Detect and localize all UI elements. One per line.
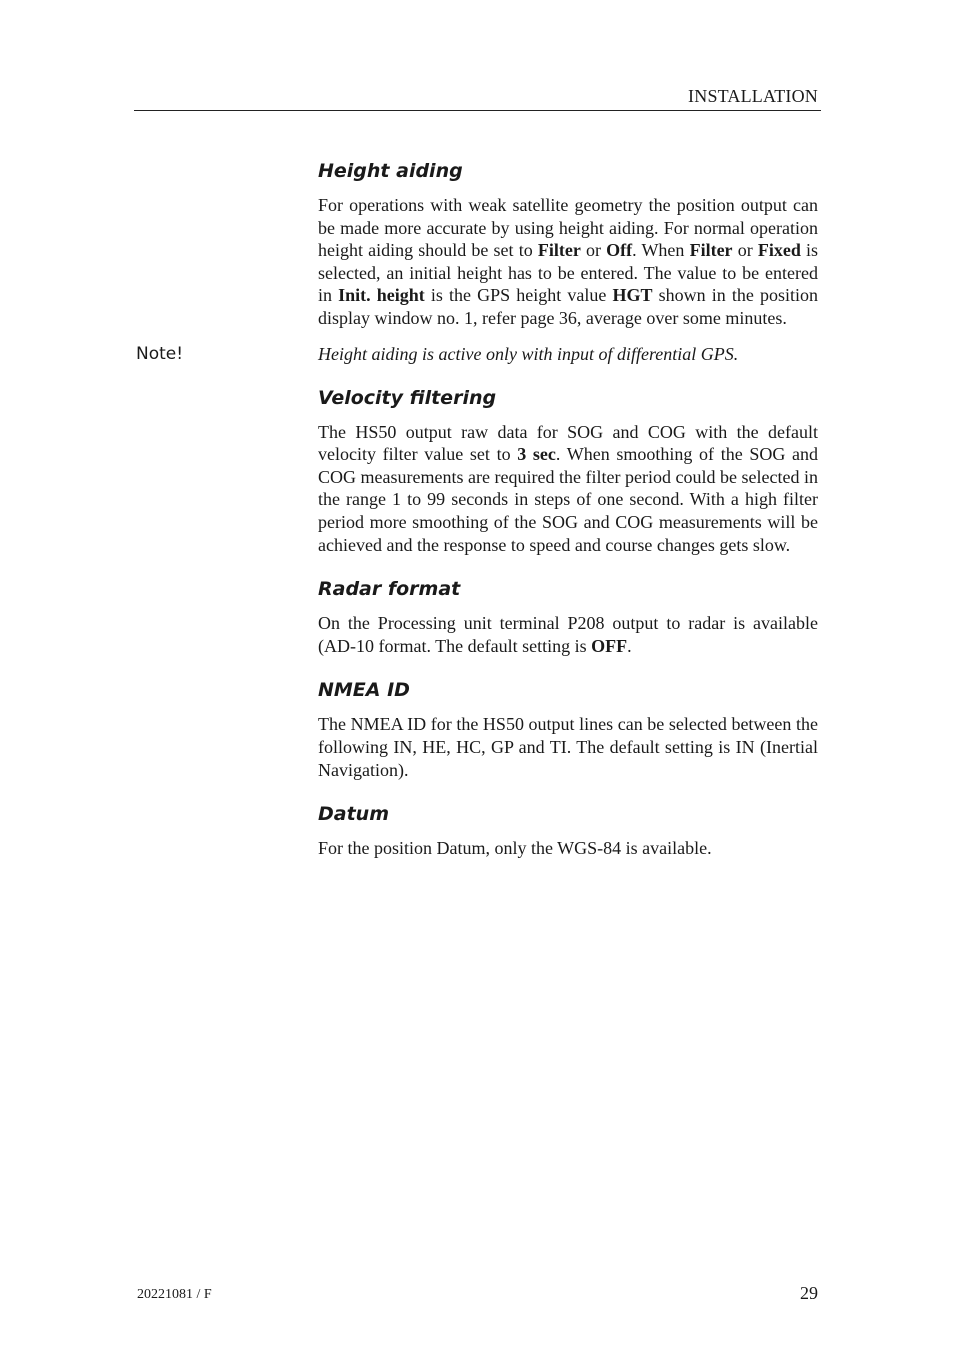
- bold-term: 3 sec: [517, 444, 556, 465]
- bold-term: OFF: [591, 635, 628, 656]
- text-run: is selected, an initial height has to be entered. The value to be entered in: [318, 240, 819, 306]
- text-run: . When: [632, 240, 690, 261]
- bold-term: Filter: [689, 240, 733, 261]
- text-run: On the Processing unit terminal P208 output to radar is available (AD-10 format. The default setting is: [318, 613, 818, 656]
- spacer: [318, 781, 818, 801]
- spacer: [318, 556, 818, 576]
- section-datum: [318, 801, 818, 860]
- velocity-filtering-paragraph: [318, 421, 818, 557]
- text-run: shown in the position display window no. 1, refer page 36, average over some minutes.: [318, 285, 818, 328]
- text-run: The HS50 output raw data for SOG and COG with the default velocity filter value set to: [318, 421, 818, 465]
- radar-format-heading: Radar format: [318, 578, 461, 601]
- bold-term: Fixed: [757, 240, 801, 261]
- velocity-filtering-heading: Velocity filtering: [318, 386, 497, 409]
- radar-format-paragraph: [318, 612, 818, 657]
- text-run: or: [732, 240, 758, 261]
- bold-term: Filter: [537, 240, 581, 261]
- spacer: [318, 657, 818, 677]
- bold-term: Off: [606, 240, 633, 261]
- datum-paragraph: For the position Datum, only the WGS-84 is available.: [318, 838, 712, 859]
- text-run: For operations with weak satellite geometry the position output can be made more accurate by using height aiding. For normal operation height aiding should be set to: [318, 195, 818, 261]
- note-row: [136, 343, 818, 365]
- bold-term: HGT: [612, 285, 653, 306]
- section-velocity-filtering: [318, 385, 818, 557]
- note-text: Height aiding is active only with input of differential GPS.: [318, 343, 739, 364]
- footer-document-code: 20221081 / F: [137, 1287, 212, 1302]
- nmea-id-heading: NMEA ID: [318, 679, 410, 702]
- datum-heading: Datum: [318, 803, 389, 826]
- note-label: Note!: [136, 343, 184, 364]
- section-radar-format: [318, 576, 818, 657]
- bold-term: Init. height: [338, 285, 425, 306]
- footer-page-number: 29: [800, 1283, 818, 1303]
- text-run: .: [627, 635, 632, 656]
- nmea-id-paragraph: The NMEA ID for the HS50 output lines can be selected between the following IN, HE, HC, GP and TI. The default setting is IN (Inertial Navigation).: [318, 714, 818, 780]
- header-rule: [134, 110, 821, 111]
- height-aiding-heading: Height aiding: [318, 160, 463, 182]
- section-nmea-id: [318, 677, 818, 781]
- text-run: or: [580, 240, 607, 261]
- text-run: is the GPS height value: [424, 285, 613, 306]
- spacer: [318, 365, 818, 385]
- section-height-aiding: [318, 158, 818, 330]
- text-run: . When smoothing of the SOG and COG measurements are required the filter period could be selected in the range 1 to 99 seconds in steps of one second. With a high filter period more smoothing of the SOG and COG measurements will be achieved and the response to speed and course changes gets slow.: [318, 444, 819, 555]
- height-aiding-paragraph: [318, 194, 818, 330]
- page-header-title: INSTALLATION: [688, 86, 818, 106]
- page-content: [136, 158, 819, 860]
